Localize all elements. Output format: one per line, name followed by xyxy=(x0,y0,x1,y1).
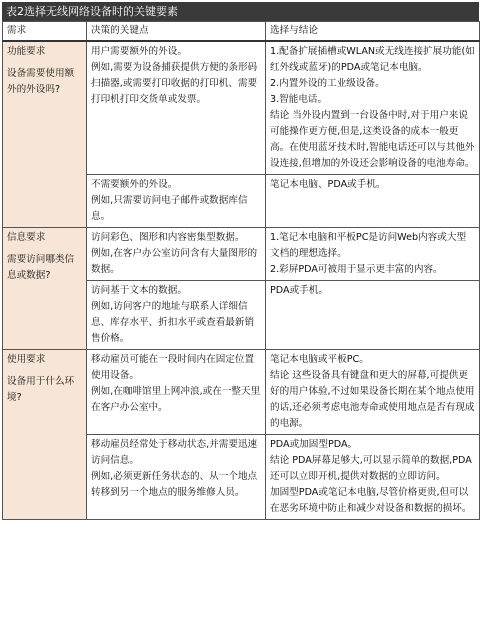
requirement-question: 设备需要使用额外的外设吗? xyxy=(7,68,75,95)
decision-line: 例如,在咖啡馆里上网冲浪,或在一整天里在客户办公室中。 xyxy=(91,386,261,413)
conclusion-line: 1.笔记本电脑和平板PC是访问Web内容或大型文档的理想选择。 xyxy=(270,232,467,259)
conclusion-line: 结论 这些设备具有键盘和更大的屏幕,可提供更好的用户体验,不过如果设备长期在某个地点使用的话,还必须考虑电池寿命或使用地点是否有现成的电源。 xyxy=(270,370,475,429)
requirement-question: 设备用于什么环境? xyxy=(7,376,75,403)
requirement-question: 需要访问哪类信息或数据? xyxy=(7,254,75,281)
decision-line: 例如,需要为设备捕获提供方便的条形码扫描器,或需要打印收据的打印机、需要打印机打印交货单或发票。 xyxy=(91,62,258,105)
decision-line: 例如,只需要访问电子邮件或数据库信息。 xyxy=(91,195,248,222)
requirement-name: 功能要求 xyxy=(7,46,46,57)
conclusion-cell xyxy=(266,281,480,350)
conclusion-cell xyxy=(266,350,480,435)
header-row xyxy=(3,22,480,42)
conclusion-line: 笔记本电脑或平板PC。 xyxy=(270,354,369,365)
requirement-name: 使用要求 xyxy=(7,354,46,365)
decision-cell xyxy=(87,350,266,435)
table-row xyxy=(3,41,480,175)
decision-cell xyxy=(87,175,266,228)
conclusion-cell xyxy=(266,175,480,228)
decision-line: 移动雇员可能在一段时间内在固定位置使用设备。 xyxy=(91,354,255,381)
conclusion-cell xyxy=(266,435,480,520)
conclusion-line: 3.智能电话。 xyxy=(270,94,328,105)
table-row xyxy=(3,350,480,435)
table-title: 表2选择无线网络设备时的关键要素 xyxy=(2,2,479,21)
requirement-cell xyxy=(3,41,87,228)
requirement-name: 信息要求 xyxy=(7,232,46,243)
decision-line: 用户需要额外的外设。 xyxy=(91,46,187,57)
table-row xyxy=(3,228,480,281)
decision-line: 例如,在客户办公室访问含有大量图形的数据。 xyxy=(91,248,258,275)
decision-line: 例如,必须更新任务状态的、从一个地点转移到另一个地点的服务维修人员。 xyxy=(91,471,258,498)
conclusion-line: 2.内置外设的工业级设备。 xyxy=(270,78,385,89)
requirement-cell xyxy=(3,350,87,520)
header-decision: 决策的关键点 xyxy=(87,22,266,42)
conclusion-line: 结论 PDA屏幕足够大,可以显示简单的数据,PDA还可以立即开机,提供对数据的立即访问。 xyxy=(270,455,472,482)
conclusion-line: 1.配备扩展插槽或WLAN或无线连接扩展功能(如红外线或蓝牙)的PDA或笔记本电脑。 xyxy=(270,46,475,73)
header-conclusion: 选择与结论 xyxy=(266,22,480,42)
header-need: 需求 xyxy=(3,22,87,42)
conclusion-line: 2.彩屏PDA可被用于显示更丰富的内容。 xyxy=(270,264,443,275)
conclusion-line: 笔记本电脑、PDA或手机。 xyxy=(270,179,386,190)
requirement-cell xyxy=(3,228,87,350)
conclusion-line: PDA或手机。 xyxy=(270,285,328,296)
decision-cell xyxy=(87,41,266,175)
decision-line: 例如,访问客户的地址与联系人详细信息、库存水平、折扣水平或查看最新销售价格。 xyxy=(91,301,255,344)
decision-cell xyxy=(87,281,266,350)
decision-line: 移动雇员经常处于移动状态,并需要迅速访问信息。 xyxy=(91,439,258,466)
requirements-table xyxy=(2,21,480,520)
decision-line: 不需要额外的外设。 xyxy=(91,179,178,190)
conclusion-line: 加固型PDA或笔记本电脑,尽管价格更贵,但可以在恶劣环境中防止和减少对设备和数据的损坏。 xyxy=(270,487,472,514)
decision-cell xyxy=(87,228,266,281)
conclusion-cell xyxy=(266,41,480,175)
conclusion-line: PDA或加固型PDA。 xyxy=(270,439,358,450)
conclusion-line: 结论 当外设内置到一台设备中时,对于用户来说可能操作更方便,但是,这类设备的成本一般更高。在使用蓝牙技术时,智能电话还可以与其他外设连接,但增加的外设还会影响设备的电池寿命。 xyxy=(270,110,475,169)
decision-line: 访问基于文本的数据。 xyxy=(91,285,187,296)
decision-cell xyxy=(87,435,266,520)
decision-line: 访问彩色、图形和内容密集型数据。 xyxy=(91,232,245,243)
conclusion-cell xyxy=(266,228,480,281)
